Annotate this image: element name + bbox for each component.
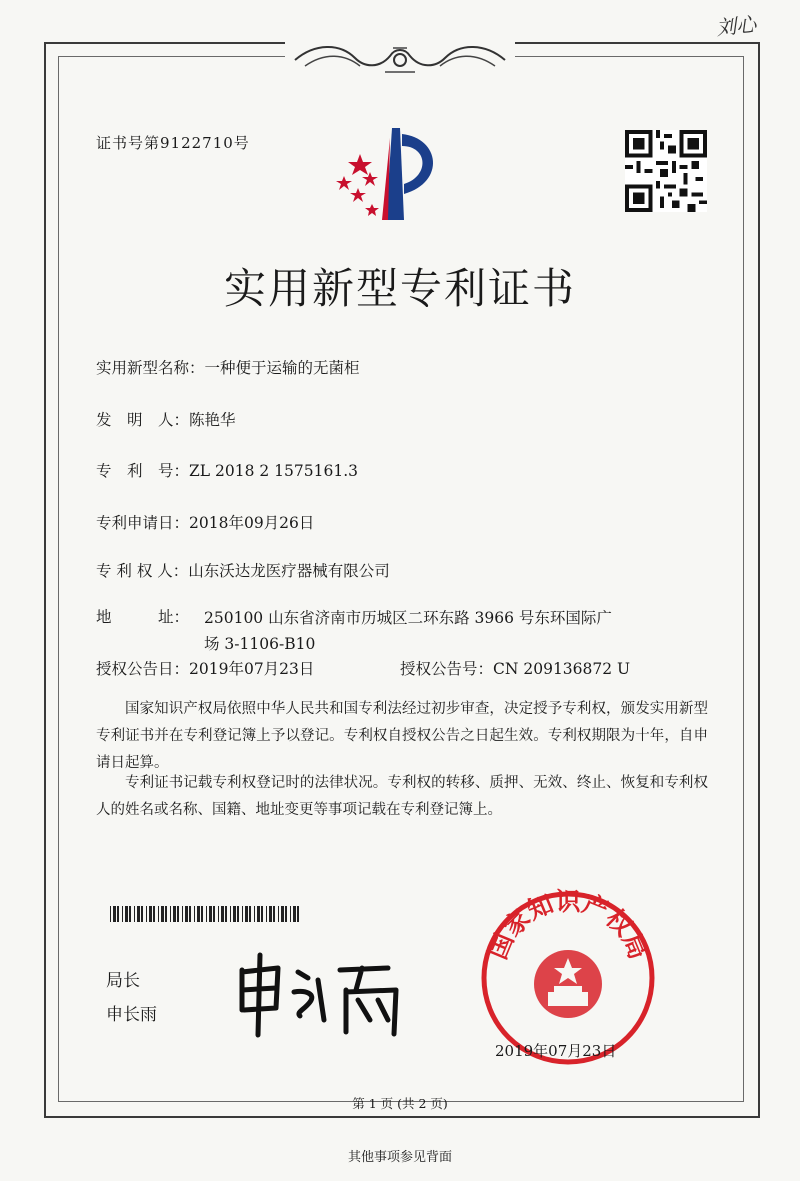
qr-code-icon [625,130,707,212]
page-number: 第 1 页 (共 2 页) [352,1096,448,1111]
utility-model-name-row [96,356,360,378]
legal-status-paragraph: 专利证书记载专利权登记时的法律状况。专利权的转移、质押、无效、终止、恢复和专利权人的姓名或名称、国籍、地址变更等事项记载在专利登记簿上。 [96,775,708,818]
patentee-label: 专 利 权 人： [96,562,189,580]
inventor-value: 陈艳华 [189,411,236,429]
director-title: 局长 [106,971,140,991]
top-ornament-icon [285,38,515,80]
patentee-value: 山东沃达龙医疗器械有限公司 [188,562,390,580]
barcode-icon [110,906,300,922]
back-note: 其他事项参见背面 [347,1150,452,1165]
inventor-label: 发 明 人： [96,411,190,429]
address-label: 地 址： [96,608,190,626]
utility-model-name-value: 一种便于运输的无菌柜 [204,359,360,377]
patent-number-value: ZL 2018 2 1575161.3 [189,462,358,480]
utility-model-name-label: 实用新型名称： [96,359,205,377]
seal-text: 国家知识产权局 [482,888,654,964]
grant-date-row [96,657,314,679]
handwritten-note: 刘心 [715,11,758,41]
patent-number-row [96,459,358,481]
grant-number-label: 授权公告号： [400,660,494,678]
patent-office-logo-icon [330,124,450,224]
filing-date-label: 专利申请日： [96,514,190,532]
patent-number-label: 专 利 号： [96,462,190,480]
certificate-number: 证书号第9122710号 [96,134,250,152]
grant-date-value: 2019年07月23日 [189,660,315,678]
grant-date-label: 授权公告日： [96,660,190,678]
grant-number-row [400,657,630,679]
seal-date: 2019年07月23日 [495,1042,617,1060]
grant-statement-paragraph: 国家知识产权局依照中华人民共和国专利法经过初步审查，决定授予专利权，颁发实用新型专利证书并在专利登记簿上予以登记。专利权自授权公告之日起生效。专利权期限为十年，自申请日起算。 [96,701,708,771]
certificate-title: 实用新型专利证书 [223,264,576,313]
grant-number-value: CN 209136872 U [493,660,631,678]
director-name: 申长雨 [106,1005,157,1025]
filing-date-row [96,511,314,533]
patentee-row [96,559,390,581]
address-value: 250100 山东省济南市历城区二环东路 3966 号东环国际广场 3-1106-B10 [204,609,612,653]
director-signature-icon [228,950,418,1040]
inventor-row [96,408,236,430]
filing-date-value: 2018年09月26日 [189,514,315,532]
